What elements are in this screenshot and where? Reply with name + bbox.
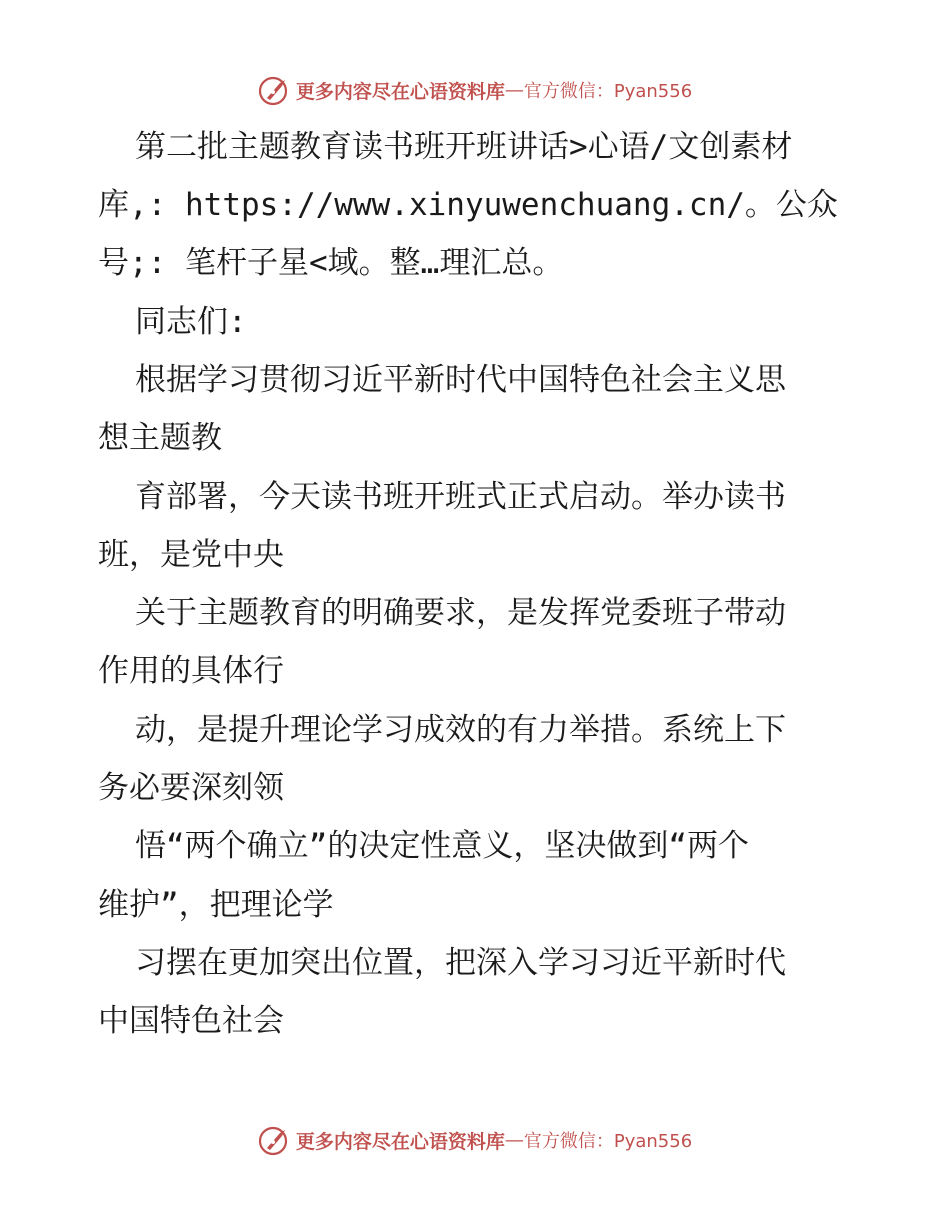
text-line: 悟“两个确立”的决定性意义，坚决做到“两个 <box>135 828 749 864</box>
pen-nib-logo-icon <box>258 1123 292 1157</box>
text-line: 育部署，今天读书班开班式正式启动。举办读书 <box>135 479 786 515</box>
header-wechat-text: 官方微信：Pyan556 <box>523 81 693 102</box>
text-line: 班，是党中央 <box>98 537 284 573</box>
footer-brand-text: 更多内容尽在心语资料库 <box>295 1130 505 1153</box>
text-line: 习摆在更加突出位置，把深入学习习近平新时代 <box>135 945 786 981</box>
header-banner <box>0 72 950 108</box>
text-line: 想主题教 <box>98 420 222 456</box>
pen-nib-logo-icon <box>258 73 292 107</box>
text-line: 根据学习贯彻习近平新时代中国特色社会主义思 <box>135 362 786 398</box>
text-line: 库,: https://www.xinyuwenchuang.cn/。公众 <box>98 187 838 223</box>
text-line: 号;: 笔杆子星<域。整…理汇总。 <box>98 245 564 281</box>
text-line: 务必要深刻领 <box>98 770 284 806</box>
footer-separator: — <box>504 1129 524 1151</box>
text-line: 中国特色社会 <box>98 1003 284 1039</box>
text-line: 第二批主题教育读书班开班讲话>心语/文创素材 <box>135 129 793 165</box>
text-line: 关于主题教育的明确要求，是发挥党委班子带动 <box>135 595 786 631</box>
text-line: 动，是提升理论学习成效的有力举措。系统上下 <box>135 712 786 748</box>
header-brand-text: 更多内容尽在心语资料库 <box>295 80 505 103</box>
footer-banner <box>0 1122 950 1158</box>
header-separator: — <box>504 79 524 101</box>
text-line: 维护”，把理论学 <box>98 887 334 923</box>
footer-wechat-text: 官方微信：Pyan556 <box>523 1131 693 1152</box>
text-line: 同志们: <box>135 304 247 340</box>
text-line: 作用的具体行 <box>98 653 284 689</box>
